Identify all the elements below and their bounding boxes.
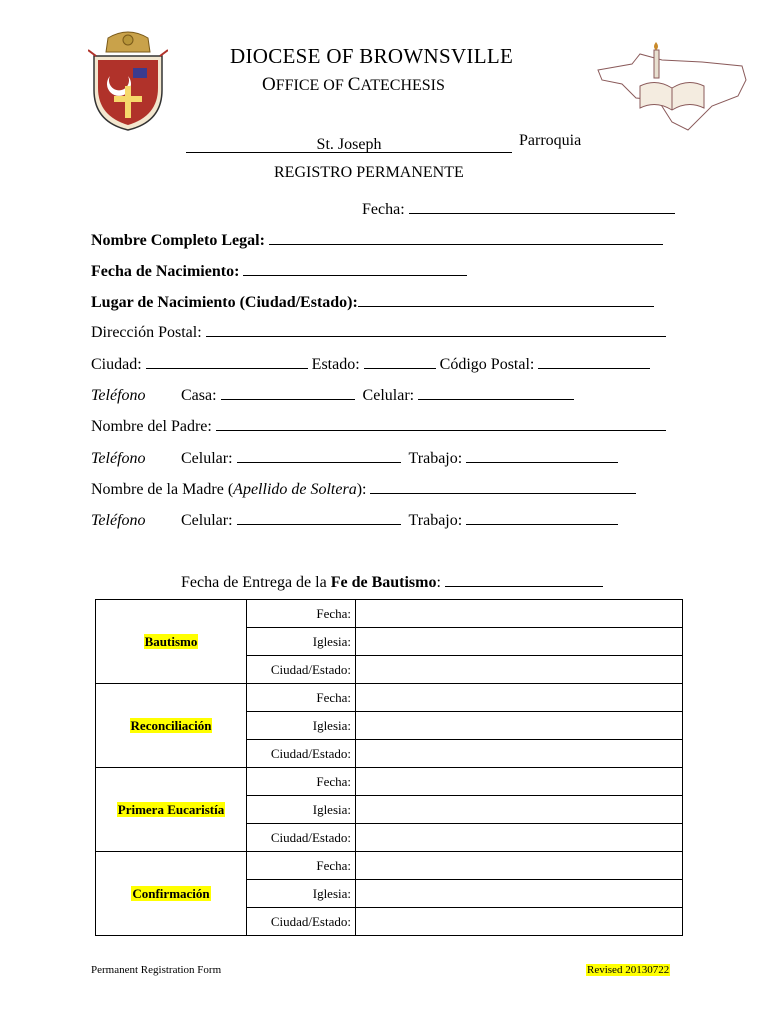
- telefono-padre-row: Teléfono Celular: Trabajo:: [91, 446, 618, 468]
- sacrament-ciudad-label: Ciudad/Estado:: [247, 908, 356, 936]
- sacrament-name: Bautismo: [144, 633, 198, 649]
- sacrament-row: [96, 600, 683, 628]
- entrega-row: Fecha de Entrega de la Fe de Bautismo:: [181, 570, 603, 592]
- madre-trabajo-field[interactable]: [466, 508, 618, 525]
- sacrament-ciudad-label: Ciudad/Estado:: [247, 824, 356, 852]
- telefono-casa-field[interactable]: [221, 383, 355, 400]
- lugar-nacimiento-row: Lugar de Nacimiento (Ciudad/Estado):: [91, 290, 654, 312]
- entrega-field[interactable]: [445, 570, 603, 587]
- sacrament-fecha-label: Fecha:: [247, 600, 356, 628]
- sacrament-ciudad-field[interactable]: [356, 740, 683, 768]
- madre-celular-field[interactable]: [237, 508, 401, 525]
- padre-field[interactable]: [216, 414, 666, 431]
- form-title: REGISTRO PERMANENTE: [274, 164, 464, 181]
- diocese-title: DIOCESE OF BROWNSVILLE: [230, 44, 514, 68]
- sacrament-row: [96, 852, 683, 880]
- parish-field[interactable]: St. Joseph: [186, 136, 512, 153]
- sacrament-name-cell: [96, 852, 247, 936]
- sacrament-name: Confirmación: [132, 885, 210, 901]
- sacrament-name: Primera Eucaristía: [117, 801, 225, 817]
- madre-row: Nombre de la Madre (Apellido de Soltera):: [91, 477, 636, 499]
- fecha-row: Fecha:: [362, 197, 675, 219]
- sacrament-name-cell: [96, 600, 247, 684]
- texas-map-bible-logo: [592, 40, 752, 140]
- sacrament-iglesia-label: Iglesia:: [247, 796, 356, 824]
- fecha-nacimiento-field[interactable]: [243, 259, 467, 276]
- telefono-celular-field[interactable]: [418, 383, 574, 400]
- parish-label: Parroquia: [519, 132, 582, 149]
- sacrament-fecha-label: Fecha:: [247, 684, 356, 712]
- ciudad-field[interactable]: [146, 352, 308, 369]
- sacrament-ciudad-field[interactable]: [356, 908, 683, 936]
- sacrament-iglesia-label: Iglesia:: [247, 880, 356, 908]
- sacraments-table: [95, 599, 683, 936]
- sacrament-fecha-label: Fecha:: [247, 768, 356, 796]
- sacrament-iglesia-field[interactable]: [356, 796, 683, 824]
- sacrament-ciudad-field[interactable]: [356, 824, 683, 852]
- sacrament-row: [96, 768, 683, 796]
- sacrament-iglesia-field[interactable]: [356, 712, 683, 740]
- sacrament-name: Reconciliación: [130, 717, 212, 733]
- fecha-nacimiento-row: Fecha de Nacimiento:: [91, 259, 467, 281]
- fecha-field[interactable]: [409, 197, 675, 214]
- sacrament-fecha-label: Fecha:: [247, 852, 356, 880]
- sacrament-fecha-field[interactable]: [356, 768, 683, 796]
- sacrament-ciudad-label: Ciudad/Estado:: [247, 740, 356, 768]
- codigo-postal-field[interactable]: [538, 352, 650, 369]
- padre-row: Nombre del Padre:: [91, 414, 666, 436]
- sacrament-fecha-field[interactable]: [356, 684, 683, 712]
- footer-revised: Revised 20130722: [587, 964, 670, 976]
- sacrament-name-cell: [96, 684, 247, 768]
- padre-celular-field[interactable]: [237, 446, 401, 463]
- lugar-nacimiento-field[interactable]: [358, 290, 654, 307]
- sacrament-iglesia-field[interactable]: [356, 880, 683, 908]
- telefono-row-1: Teléfono Casa: Celular:: [91, 383, 574, 405]
- estado-field[interactable]: [364, 352, 436, 369]
- footer-form-name: Permanent Registration Form: [91, 964, 222, 976]
- madre-field[interactable]: [370, 477, 636, 494]
- sacrament-ciudad-field[interactable]: [356, 656, 683, 684]
- padre-trabajo-field[interactable]: [466, 446, 618, 463]
- office-title: OFFICE OF CATECHESIS: [262, 74, 445, 95]
- sacrament-iglesia-field[interactable]: [356, 628, 683, 656]
- nombre-legal-field[interactable]: [269, 228, 663, 245]
- sacrament-name-cell: [96, 768, 247, 852]
- sacrament-iglesia-label: Iglesia:: [247, 712, 356, 740]
- sacrament-fecha-field[interactable]: [356, 852, 683, 880]
- sacrament-row: [96, 684, 683, 712]
- diocese-coat-of-arms-logo: [88, 30, 168, 132]
- sacrament-ciudad-label: Ciudad/Estado:: [247, 656, 356, 684]
- direccion-row: Dirección Postal:: [91, 320, 666, 342]
- sacrament-iglesia-label: Iglesia:: [247, 628, 356, 656]
- direccion-field[interactable]: [206, 320, 666, 337]
- nombre-legal-row: Nombre Completo Legal:: [91, 228, 663, 250]
- parish-row: [186, 132, 582, 153]
- ciudad-row: Ciudad: Estado: Código Postal:: [91, 352, 650, 374]
- sacrament-fecha-field[interactable]: [356, 600, 683, 628]
- telefono-madre-row: Teléfono Celular: Trabajo:: [91, 508, 618, 530]
